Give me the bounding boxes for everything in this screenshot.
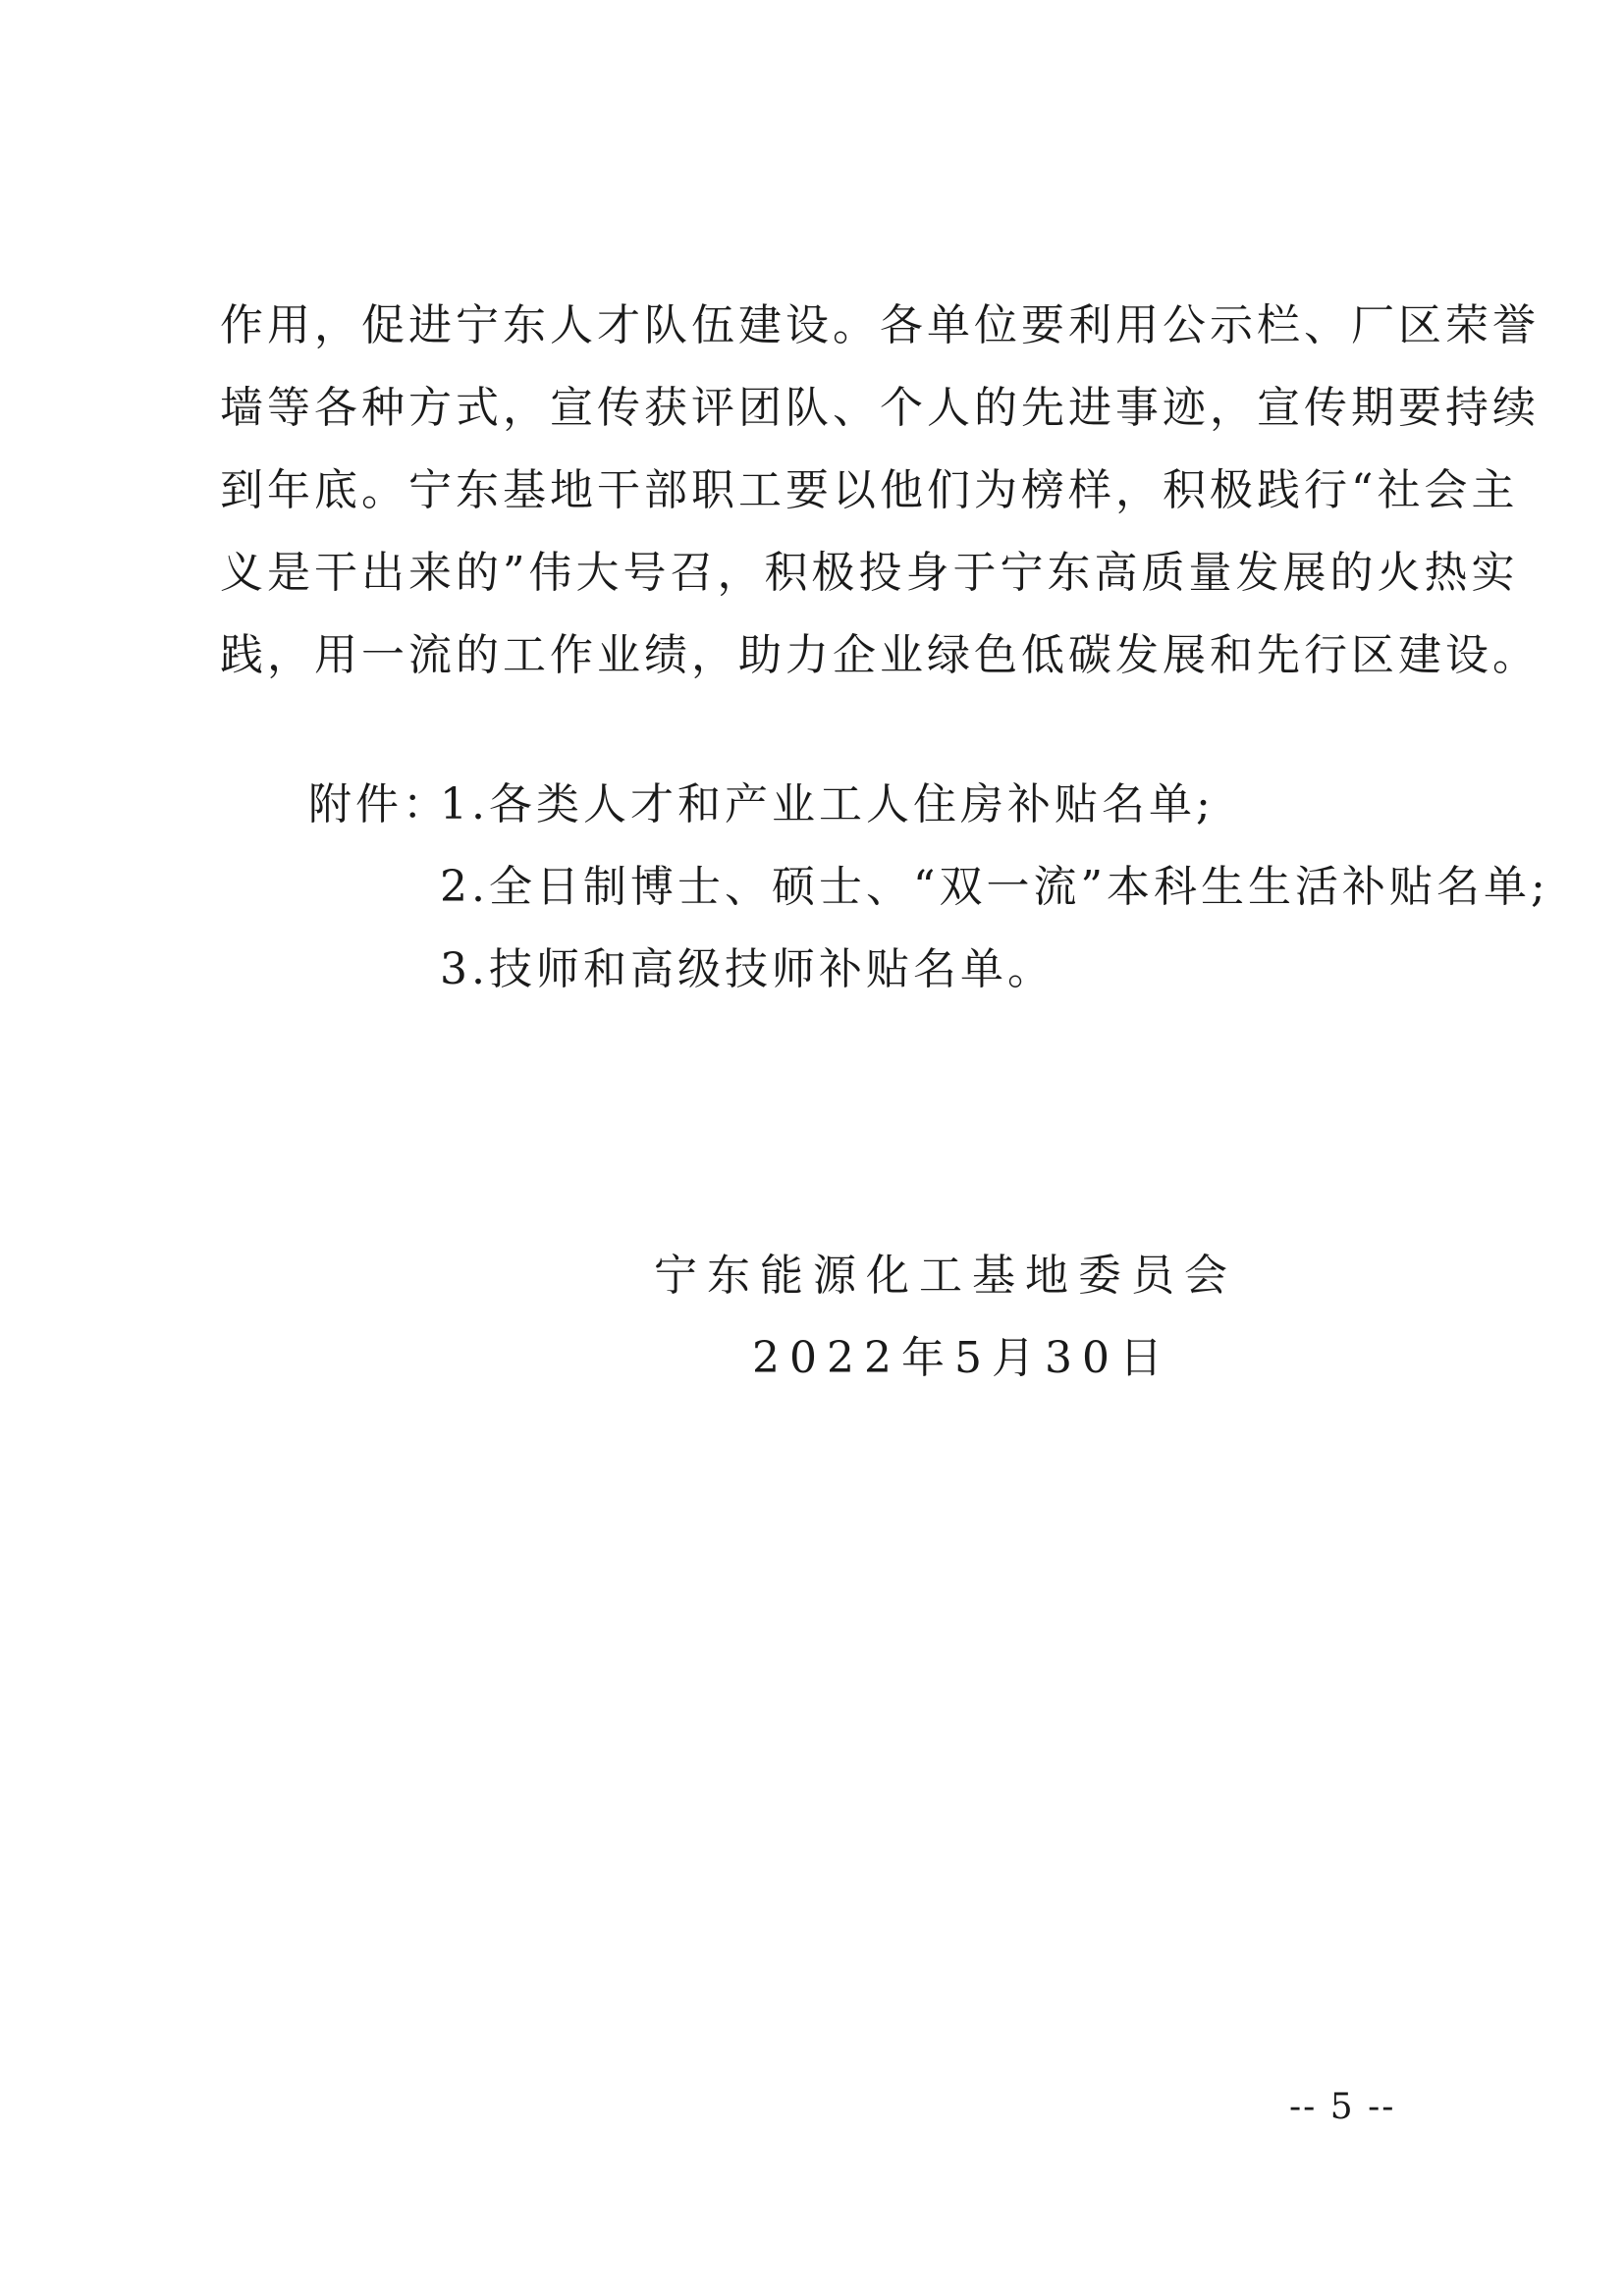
attachment-label: 附件： [308, 779, 450, 829]
issuing-organization: 宁东能源化工基地委员会 [654, 1251, 1237, 1301]
body-line-5: 践，用一流的工作业绩，助力企业绿色低碳发展和先行区建设。 [220, 630, 1540, 680]
attachment-item-3: 3.技师和高级技师补贴名单。 [440, 944, 1055, 994]
page-number: -- 5 -- [1289, 2087, 1396, 2127]
body-line-2: 墙等各种方式，宣传获评团队、个人的先进事迹，宣传期要持续 [220, 383, 1540, 433]
attachment-item-1: 1.各类人才和产业工人住房补贴名单; [440, 779, 1215, 829]
body-line-1: 作用，促进宁东人才队伍建设。各单位要利用公示栏、厂区荣誉 [220, 300, 1540, 350]
body-line-3: 到年底。宁东基地干部职工要以他们为榜样，积极践行“社会主 [220, 465, 1519, 515]
body-line-4: 义是干出来的”伟大号召，积极投身于宁东高质量发展的火热实 [220, 548, 1519, 598]
attachment-item-2: 2.全日制博士、硕士、“双一流”本科生生活补贴名单; [440, 862, 1549, 912]
issue-date: 2022年5月30日 [752, 1333, 1172, 1383]
